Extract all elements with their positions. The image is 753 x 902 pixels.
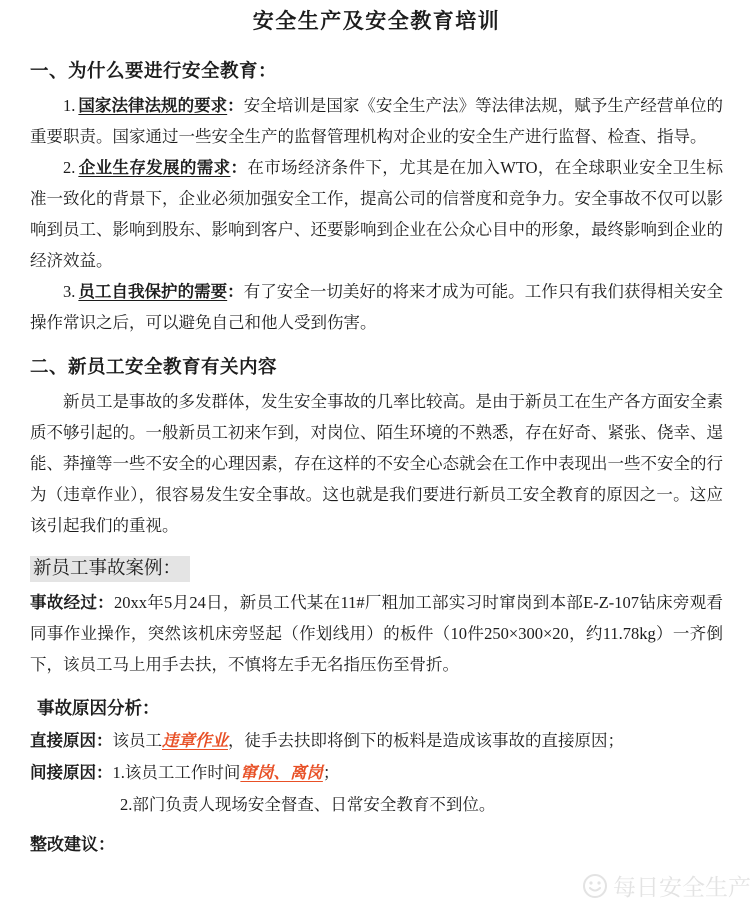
section-heading-new-employee-education: 二、新员工安全教育有关内容 xyxy=(30,358,278,378)
indirect-item1-pre: 1.该员工工作时间 xyxy=(112,763,241,782)
violation-highlight-text: 违章作业 xyxy=(162,731,228,750)
case-heading xyxy=(30,554,723,580)
case-heading-highlight: 新员工事故案例： xyxy=(30,556,190,582)
lead-colon: ： xyxy=(230,158,248,177)
indirect-cause-item2: 2.部门负责人现场安全督查、日常安全教育不到位。 xyxy=(120,795,496,814)
incident-label: 事故经过： xyxy=(30,593,114,612)
direct-cause-label: 直接原因： xyxy=(30,731,113,750)
paragraph-body: 安全培训是国家《安全生产法》等法律法规，赋予生产经营单位的重要职责。国家通过一些安全生产的监督管理机构对企业的安全生产进行监督、检查、指导。 xyxy=(30,96,724,146)
direct-cause-post: ，徒手去扶即将倒下的板料是造成该事故的直接原因； xyxy=(228,731,624,750)
paragraph-self-protection xyxy=(30,276,723,338)
analysis-heading: 事故原因分析： xyxy=(37,698,160,718)
suggestion-heading: 整改建议： xyxy=(30,835,115,854)
incident-body: 20xx年5月24日，新员工代某在11#厂粗加工部实习时窜岗到本部E-Z-107钻床旁观看同事作业操作，突然该机床旁竖起（作划线用）的板件（10件250×300×20，约11.78kg）一齐倒下，该员工马上用手去扶，不慎将左手无名指压伤至骨折。 xyxy=(30,593,723,674)
page-title: 安全生产及安全教育培训 xyxy=(252,9,501,33)
cause-analysis-block xyxy=(30,725,723,855)
direct-cause-pre: 该员工 xyxy=(112,731,162,750)
lead-colon: ： xyxy=(227,96,244,115)
paragraph-new-employee-intro: 新员工是事故的多发群体，发生安全事故的几率比较高。是由于新员工在生产各方面安全素质不够引起的。一般新员工初来乍到，对岗位、陌生环境的不熟悉，存在好奇、紧张、侥幸、逞能、莽撞等一些不安全的心理因素，存在这样的不安全心态就会在工作中表现出一些不安全的行为（违章作业），很容易发生安全事故。这也就是我们要进行新员工安全教育的原因之一。这应该引起我们的重视。 xyxy=(30,392,723,535)
direct-cause-line xyxy=(30,725,723,757)
paragraph-body: 在市场经济条件下，尤其是在加入WTO，在全球职业安全卫生标准一致化的背景下，企业必须加强安全工作，提高公司的信誉度和竞争力。安全事故不仅可以影响到员工、影响到股东、影响到客户、还要影响到企业在公众心目中的形象，最终影响到企业的经济效益。 xyxy=(30,158,724,270)
indirect-item1-post: ； xyxy=(322,763,340,782)
paragraph-incident-description xyxy=(30,587,723,680)
paragraph-lead-underlined: 企业生存发展的需求 xyxy=(78,158,231,177)
list-number: 1. xyxy=(63,96,76,115)
leave-post-highlight-text: 窜岗、离岗 xyxy=(240,763,323,782)
list-number: 2. xyxy=(63,158,76,177)
indirect-cause-label: 间接原因： xyxy=(30,763,113,782)
paragraph-enterprise-development xyxy=(30,152,723,276)
lead-colon: ： xyxy=(227,282,244,301)
watermark xyxy=(582,869,751,902)
indirect-cause-line xyxy=(30,757,723,789)
paragraph-lead-underlined: 员工自我保护的需要 xyxy=(78,282,228,301)
paragraph-body: 有了安全一切美好的将来才成为可能。工作只有我们获得相关安全操作常识之后，可以避免自己和他人受到伤害。 xyxy=(30,282,724,332)
list-number: 3. xyxy=(63,282,76,301)
paragraph-legal-requirement xyxy=(30,90,723,152)
paragraph-lead-underlined: 国家法律法规的要求 xyxy=(78,96,228,115)
section-heading-why-safety-education: 一、为什么要进行安全教育： xyxy=(30,62,278,82)
watermark-text: 每日安全生产 xyxy=(613,875,751,900)
